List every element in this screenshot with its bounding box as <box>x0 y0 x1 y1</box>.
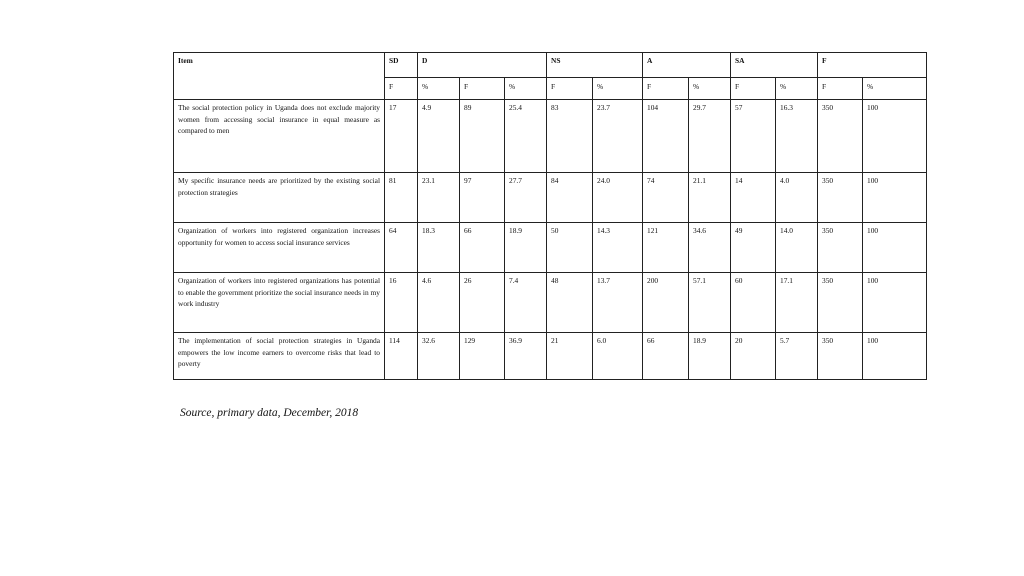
row-item-text: Organization of workers into registered organizations has potential to enable the government prioritize the social insurance needs in my work industry <box>174 273 385 333</box>
table-row <box>174 100 927 173</box>
subheader-cell: % <box>505 78 547 100</box>
subheader-cell: F <box>643 78 689 100</box>
table-cell: 18.9 <box>689 333 731 380</box>
table-cell: 16.3 <box>776 100 818 173</box>
table-cell: 104 <box>643 100 689 173</box>
table-cell: 200 <box>643 273 689 333</box>
table-cell: 4.6 <box>418 273 460 333</box>
table-cell: 66 <box>643 333 689 380</box>
table-cell: 64 <box>385 223 418 273</box>
table-cell: 81 <box>385 173 418 223</box>
header-item: Item <box>174 53 385 100</box>
subheader-cell: F <box>731 78 776 100</box>
row-item-text: My specific insurance needs are prioritized by the existing social protection strategies <box>174 173 385 223</box>
subheader-cell: F <box>385 78 418 100</box>
table-cell: 4.9 <box>418 100 460 173</box>
subheader-cell: F <box>460 78 505 100</box>
table-cell: 34.6 <box>689 223 731 273</box>
table-cell: 18.3 <box>418 223 460 273</box>
table-cell: 14 <box>731 173 776 223</box>
table-cell: 97 <box>460 173 505 223</box>
header-row-groups <box>174 53 927 78</box>
table-cell: 4.0 <box>776 173 818 223</box>
table-row <box>174 173 927 223</box>
table-cell: 7.4 <box>505 273 547 333</box>
table-cell: 350 <box>818 100 863 173</box>
table-cell: 13.7 <box>593 273 643 333</box>
table-cell: 48 <box>547 273 593 333</box>
subheader-cell: % <box>689 78 731 100</box>
table-cell: 83 <box>547 100 593 173</box>
table-cell: 16 <box>385 273 418 333</box>
table-cell: 350 <box>818 333 863 380</box>
table-cell: 20 <box>731 333 776 380</box>
subheader-cell: % <box>418 78 460 100</box>
table-row <box>174 333 927 380</box>
table-row <box>174 273 927 333</box>
subheader-cell: % <box>593 78 643 100</box>
table-cell: 6.0 <box>593 333 643 380</box>
table-cell: 32.6 <box>418 333 460 380</box>
table-cell: 350 <box>818 223 863 273</box>
table-cell: 29.7 <box>689 100 731 173</box>
table-cell: 100 <box>863 273 927 333</box>
row-item-text: Organization of workers into registered organization increases opportunity for women to access social insurance services <box>174 223 385 273</box>
table-cell: 17.1 <box>776 273 818 333</box>
table-cell: 100 <box>863 333 927 380</box>
table-cell: 27.7 <box>505 173 547 223</box>
table-cell: 18.9 <box>505 223 547 273</box>
table-cell: 36.9 <box>505 333 547 380</box>
header-sa: SA <box>731 53 818 78</box>
table-cell: 25.4 <box>505 100 547 173</box>
table-cell: 17 <box>385 100 418 173</box>
table-cell: 350 <box>818 173 863 223</box>
table-cell: 14.0 <box>776 223 818 273</box>
table-cell: 129 <box>460 333 505 380</box>
table-cell: 74 <box>643 173 689 223</box>
header-ns: NS <box>547 53 643 78</box>
table-cell: 26 <box>460 273 505 333</box>
table-cell: 66 <box>460 223 505 273</box>
table-cell: 100 <box>863 173 927 223</box>
table-cell: 49 <box>731 223 776 273</box>
table-cell: 24.0 <box>593 173 643 223</box>
table-cell: 89 <box>460 100 505 173</box>
row-item-text: The implementation of social protection strategies in Uganda empowers the low income earners to overcome risks that lead to poverty <box>174 333 385 380</box>
table-cell: 121 <box>643 223 689 273</box>
table-cell: 60 <box>731 273 776 333</box>
header-d: D <box>418 53 547 78</box>
table-cell: 350 <box>818 273 863 333</box>
subheader-cell: % <box>863 78 927 100</box>
table-cell: 5.7 <box>776 333 818 380</box>
header-sd: SD <box>385 53 418 78</box>
table-cell: 57 <box>731 100 776 173</box>
table-cell: 21.1 <box>689 173 731 223</box>
table-cell: 100 <box>863 223 927 273</box>
table-cell: 50 <box>547 223 593 273</box>
header-f: F <box>818 53 927 78</box>
table-cell: 14.3 <box>593 223 643 273</box>
table-cell: 100 <box>863 100 927 173</box>
table-cell: 84 <box>547 173 593 223</box>
survey-results-table <box>173 52 927 380</box>
subheader-cell: F <box>547 78 593 100</box>
subheader-cell: F <box>818 78 863 100</box>
table-cell: 57.1 <box>689 273 731 333</box>
source-note: Source, primary data, December, 2018 <box>180 407 359 419</box>
table-cell: 114 <box>385 333 418 380</box>
subheader-cell: % <box>776 78 818 100</box>
table-cell: 23.7 <box>593 100 643 173</box>
table-cell: 21 <box>547 333 593 380</box>
table-row <box>174 223 927 273</box>
table-cell: 23.1 <box>418 173 460 223</box>
header-a: A <box>643 53 731 78</box>
row-item-text: The social protection policy in Uganda does not exclude majority women from accessing social insurance in equal measure as compared to men <box>174 100 385 173</box>
